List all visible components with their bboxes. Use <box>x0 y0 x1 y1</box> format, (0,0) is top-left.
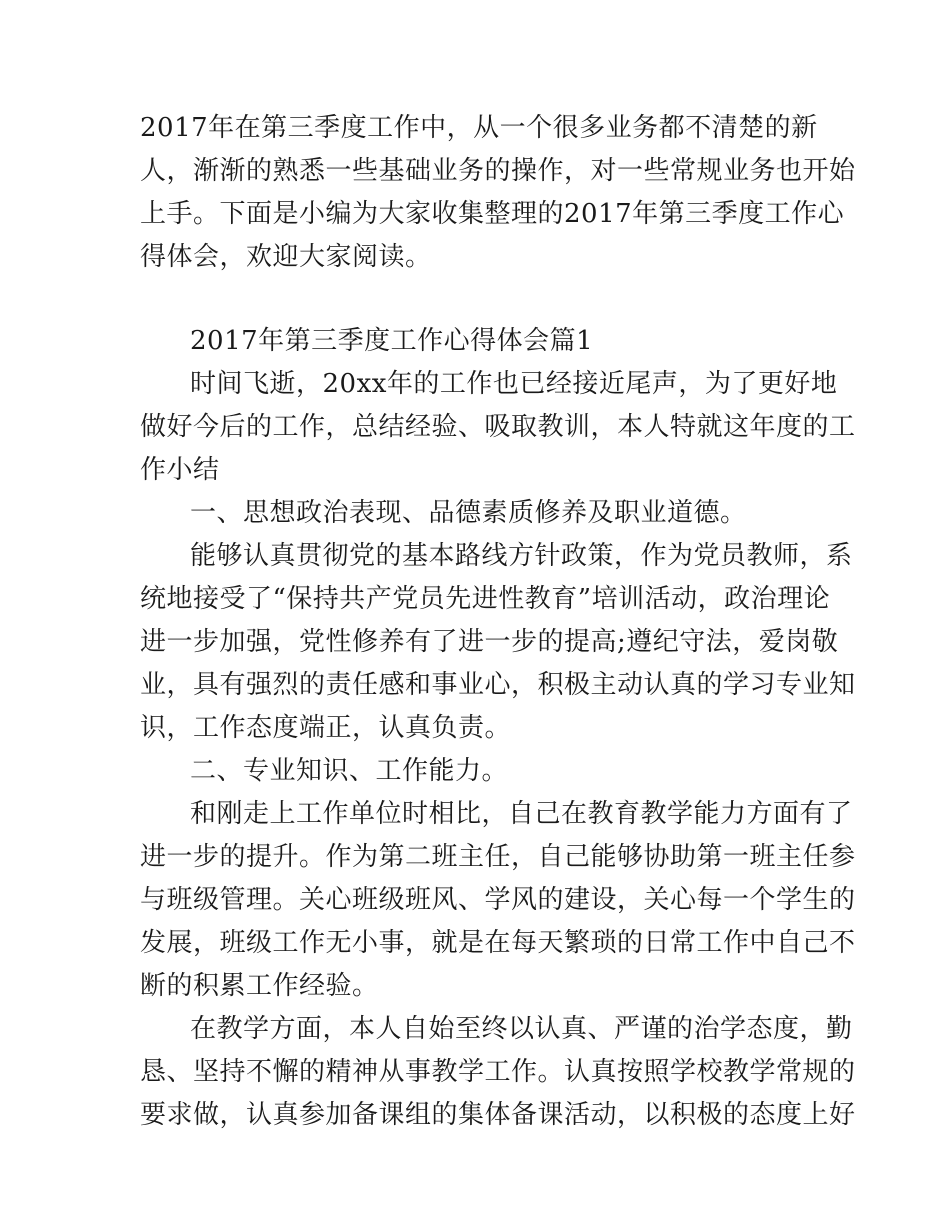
intro-line-2: 人，渐渐的熟悉一些基础业务的操作，对一些常规业务也开始 <box>140 156 856 186</box>
para1-line-2: 做好今后的工作，总结经验、吸取教训，本人特就这年度的工 <box>140 412 856 442</box>
para4-line-2: 恳、坚持不懈的精神从事教学工作。认真按照学校教学常规的 <box>140 1057 856 1087</box>
para3-line-5: 断的积累工作经验。 <box>140 971 379 1001</box>
para2-line-5: 识，工作态度端正，认真负责。 <box>140 713 512 743</box>
section2-title: 二、专业知识、工作能力。 <box>190 756 509 786</box>
para1-line-3: 作小结 <box>140 455 220 485</box>
para2-line-4: 业，具有强烈的责任感和事业心，积极主动认真的学习专业知 <box>140 670 856 700</box>
para2-line-2: 统地接受了“保持共产党员先进性教育”培训活动，政治理论 <box>140 584 831 614</box>
article-heading: 2017年第三季度工作心得体会篇1 <box>190 326 594 356</box>
intro-line-1: 2017年在第三季度工作中，从一个很多业务都不清楚的新 <box>140 113 818 143</box>
intro-line-3: 上手。下面是小编为大家收集整理的2017年第三季度工作心 <box>140 199 845 229</box>
para3-line-1: 和刚走上工作单位时相比，自己在教育教学能力方面有了 <box>190 799 853 829</box>
para2-line-1: 能够认真贯彻党的基本路线方针政策，作为党员教师，系 <box>190 541 853 571</box>
section1-title: 一、思想政治表现、品德素质修养及职业道德。 <box>190 498 747 528</box>
para2-line-3: 进一步加强，党性修养有了进一步的提高;遵纪守法，爱岗敬 <box>140 627 839 657</box>
para3-line-2: 进一步的提升。作为第二班主任，自己能够协助第一班主任参 <box>140 842 856 872</box>
para3-line-4: 发展，班级工作无小事，就是在每天繁琐的日常工作中自己不 <box>140 928 856 958</box>
para4-line-1: 在教学方面，本人自始至终以认真、严谨的治学态度，勤 <box>190 1014 853 1044</box>
intro-line-4: 得体会，欢迎大家阅读。 <box>140 242 432 272</box>
para4-line-3: 要求做，认真参加备课组的集体备课活动，以积极的态度上好 <box>140 1100 856 1130</box>
para3-line-3: 与班级管理。关心班级班风、学风的建设，关心每一个学生的 <box>140 885 856 915</box>
para1-line-1: 时间飞逝，20xx年的工作也已经接近尾声，为了更好地 <box>190 369 838 399</box>
